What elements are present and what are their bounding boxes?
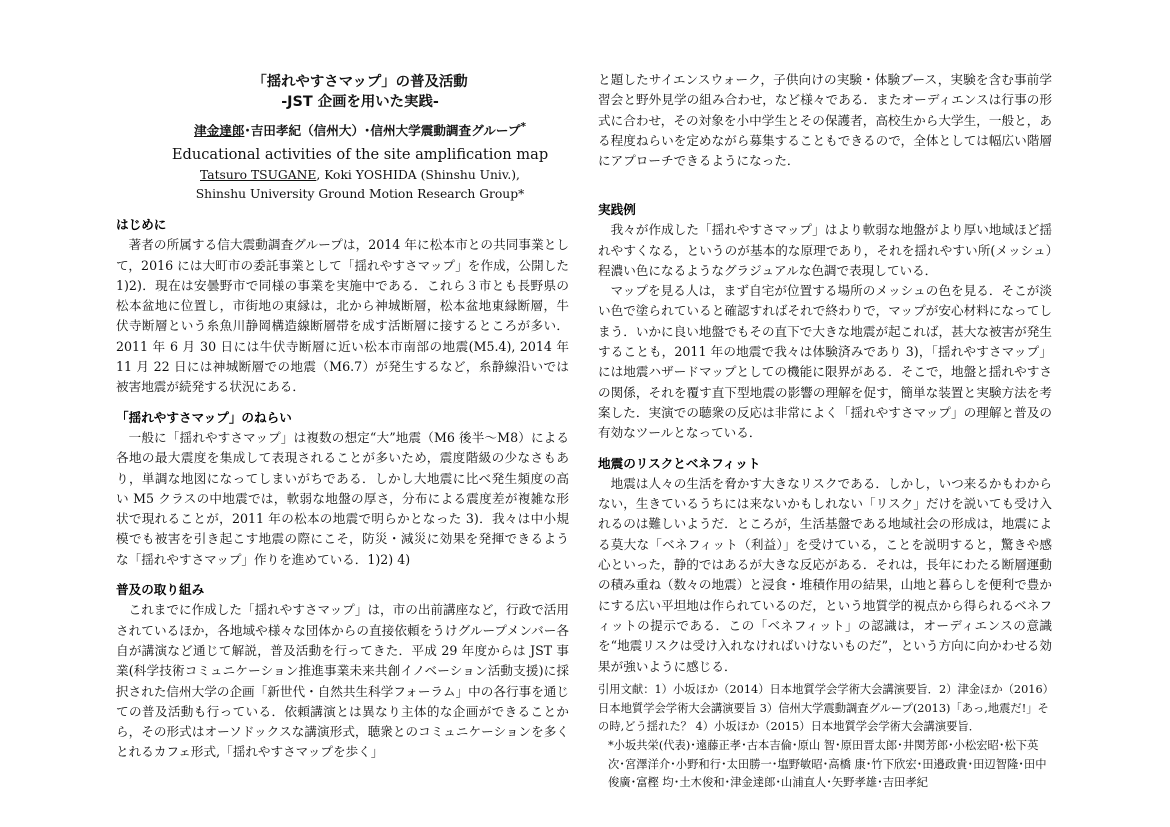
section-body-spread: これまでに作成した「揺れやすさマップ」は，市の出前講座など，行政で活用されているほか，各地域や様々な団体からの直接依頼をうけグループメンバー各自が講演など通じて解説，普及活動を行ってきた．平成 29 年度からは JST 事業(科学技術コミュニケーション推進事業未来共創イノベーション活動支援)に採択された信州大学の企画「新世代・自然共生科学フォーラム」中の各行事を通じての普及活動も行っている．依頼講演とは異なり主体的な企画ができることから，その形式はオーソドックスな講演形式，聴衆とのコミュニケーションを多くとれるカフェ形式,「揺れやすさマップを歩く」 (116, 602, 569, 760)
section-body-risk: 地震は人々の生活を脅かす大きなリスクである．しかし，いつ来るかもわからない，生きているうちには来ないかもしれない「リスク」だけを説いても受け入れるのは難しいようだ．ところが，生活基盤である地域社会の形成は，地震による莫大な「ベネフィット（利益）」を受けている，ことを説明すると，驚きや感心といった，静的ではあるが大きな反応がある．それは，長年にわたる断層運動の積み重ね（数々の地震）と浸食・堆積作用の結果，山地と暮らしを便利で豊かにする広い平坦地は作られているのだ，という地質学的視点から得られるベネフィットの提示である．この「ベネフィット」の認識は，オーディエンスの意識を“地震リスクは受け入れなければいけないものだ”，という方向に向かわせる効果が強いように感じる． (598, 475, 1052, 674)
references: 引用文献：1）小坂ほか（2014）日本地質学会学術大会講演要旨．2）津金ほか（2016）日本地質学会学術大会講演要旨 3）信州大学震動調査グループ(2013)「あっ,地震だ!」その時,どう揺れた？ 4）小坂ほか（2015）日本地質学会学術大会講演要旨． (598, 682, 1049, 734)
authors-en-rest: , Koki YOSHIDA (Shinshu Univ.), (316, 168, 520, 183)
left-column (116, 215, 569, 762)
section-heading-intro: はじめに (116, 217, 167, 232)
references-block (598, 681, 1052, 793)
group-members: *小坂共栄(代表)･遠藤正孝･古本吉倫･原山 智･原田晋太郎･井関芳郎･小松宏昭･松下英次･宮澤洋介･小野和行･太田勝一･塩野敏昭･高橋 康･竹下欣宏･田邉政貴･田辺智隆･田中俊廣･富樫 均･土木俊和･津金達郎･山浦直人･矢野孝雄･吉田孝紀 (608, 739, 1047, 790)
paper-subtitle: -JST 企画を用いた実践- (281, 94, 439, 110)
english-title: Educational activities of the site amplification map (171, 146, 549, 164)
section-heading-spread: 普及の取り組み (116, 582, 205, 598)
title-block (160, 72, 560, 204)
presenter-name-jp: 津金達郎 (194, 123, 245, 139)
section-body-aim: 一般に「揺れやすさマップ」は複数の想定“大”地震（M6 後半～M8）による各地の最大震度を集成して表現されることが多いため，震度階級の少なさもあり，単調な地図になってしまいがちである．しかし大地震に比べ発生頻度の高い M5 クラスの中地震では，軟弱な地盤の厚さ，分布による震度差が複雑な形状で現れることが，2011 年の松本の地震で明らかとなった 3)．我々は中小規模でも被害を引き起こす地震の際にこそ，防災・減災に効果を発揮できるような「揺れやすさマップ」作りを進めている．1)2) 4) (116, 429, 569, 567)
authors-english (160, 166, 560, 185)
section-body-intro: 著者の所属する信大震動調査グループは，2014 年に松本市との共同事業として，2016 には大町市の委託事業として「揺れやすさマップ」を作成，公開した 1)2)．現在は安曇野市で同様の事業を実施中である．これら３市とも長野県の松本盆地に位置し，市街地の東縁は，北から神城断層，松本盆地東縁断層，牛伏寺断層という糸魚川静岡構造線断層帯を成す活断層に接するところが多い．2011 年 6 月 30 日には牛伏寺断層に近い松本市南部の地震(M5.4), 2014 年 11 月 22 日には神城断層での地震（M6.7）が発生するなど，糸静線沿いでは被害地震が続発する状況にある． (116, 237, 569, 395)
presenter-name-en: Tatsuro TSUGANE (200, 168, 317, 183)
authors-jp-rest: ･吉田孝紀（信州大）･信州大学震動調査グループ (244, 123, 521, 139)
section-body-practice-2: マップを見る人は，まず自宅が位置する場所のメッシュの色を見る．そこが淡い色で塗られていると確認すればそれで終わりで，マップが安心材料になってしまう．いかに良い地盤でもその直下で大きな地震が起これば，甚大な被害が発生することも，2011 年の地震で我々は体験済みであり 3)，「揺れやすさマップ」には地震ハザードマップとしての機能に限界がある．そこで，地盤と揺れやすさの関係，それを覆す直下型地震の影響の理解を促す，簡単な装置と実験方法を考案した．実演での聴衆の反応は非常によく「揺れやすさマップ」の理解と普及の有効なツールとなっている． (598, 283, 1052, 441)
authors-japanese (160, 116, 560, 142)
section-body-spread-continued (598, 70, 1052, 192)
right-column (598, 70, 1052, 793)
section-heading-practice: 実践例 (598, 202, 636, 217)
affiliation-mark: * (520, 121, 526, 133)
section-heading-aim: 「揺れやすさマップ」のねらい (116, 409, 292, 425)
section-heading-risk: 地震のリスクとベネフィット (598, 455, 761, 471)
paper-title: 「揺れやすさマップ」の普及活動 (252, 74, 468, 90)
spread-continuation-text: と題したサイエンスウォーク，子供向けの実験・体験ブース，実験を含む事前学習会と野外見学の組み合わせ，など様々である．またオーディエンスは行事の形式に合わせ，その対象を小中学生とその保護者，高校生から大学生，一般と，ある程度ねらいを定めながら募集することもできるので，全体としては幅広い階層にアプローチできるようになった． (598, 72, 1052, 169)
group-english: Shinshu University Ground Motion Research Group* (195, 187, 525, 202)
section-body-practice-1: 我々が作成した「揺れやすさマップ」はより軟弱な地盤がより厚い地域ほど揺れやすくなる，というのが基本的な原理であり，それを揺れやすい所(メッシュ）程濃い色になるようなグラジュアルな色調で表現している． (598, 222, 1052, 278)
